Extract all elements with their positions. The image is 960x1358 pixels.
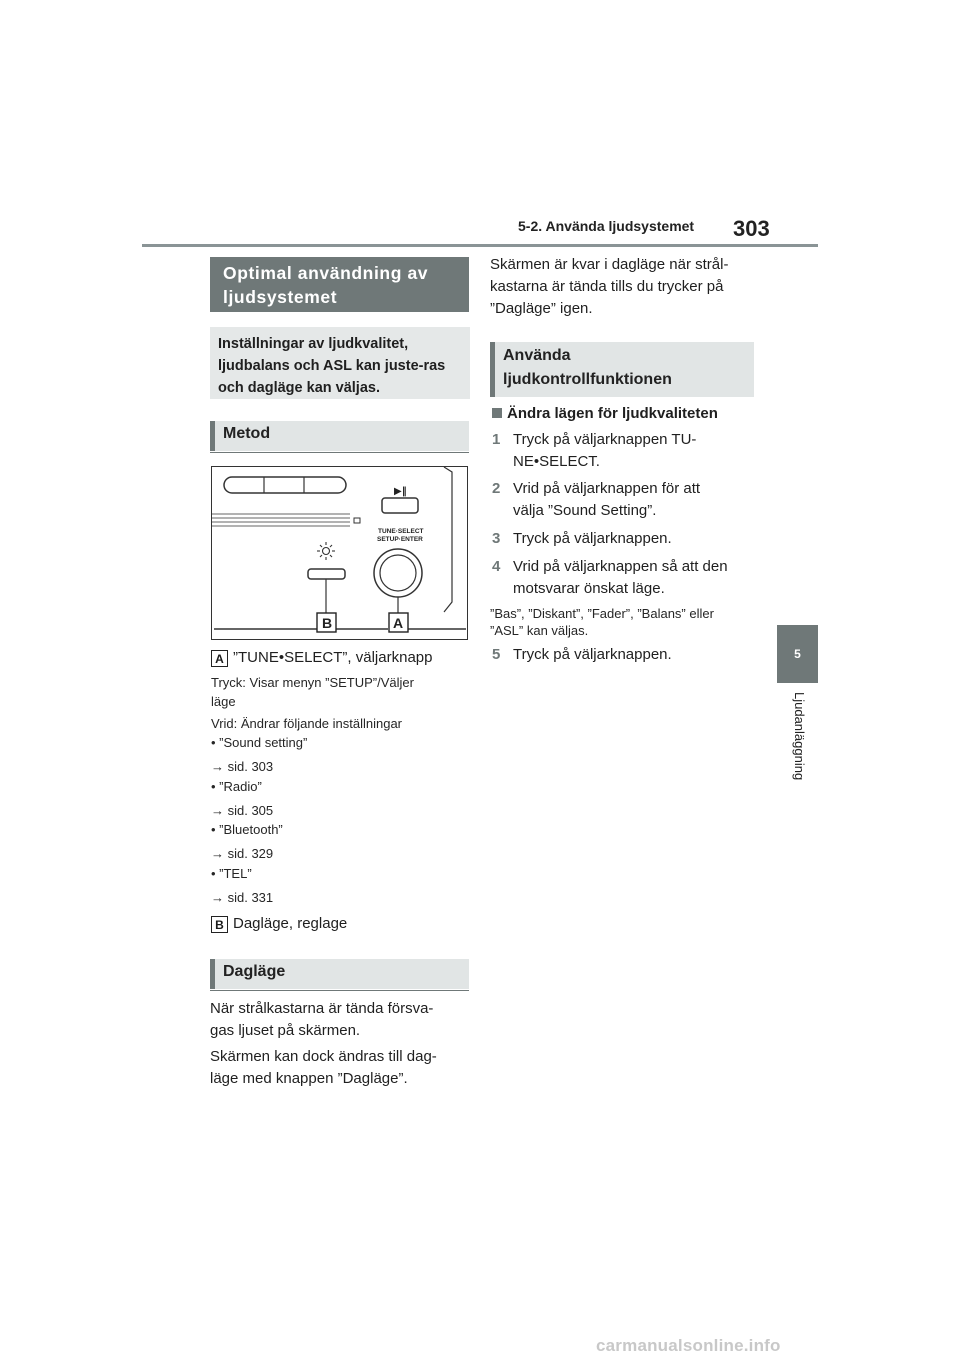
step-2-number: 2 bbox=[492, 480, 501, 497]
chapter-number: 5 bbox=[794, 647, 801, 661]
method-heading: Metod bbox=[210, 421, 469, 451]
header-rule bbox=[142, 244, 818, 247]
setting-tel: • ”TEL” bbox=[211, 866, 252, 881]
step-4-line2: motsvarar önskat läge. bbox=[513, 580, 665, 597]
item-b-title: Dagläge, reglage bbox=[233, 915, 348, 932]
item-a-rotate: Vrid: Ändrar följande inställningar bbox=[211, 716, 403, 731]
section-title: 5-2. Använda ljudsystemet bbox=[518, 218, 695, 234]
day-mode-p2-line2: läge med knappen ”Dagläge”. bbox=[210, 1070, 408, 1087]
item-a-title: ”TUNE•SELECT”, väljarknapp bbox=[233, 649, 433, 666]
right-p1-line3: ”Dagläge” igen. bbox=[490, 300, 593, 317]
day-mode-p1-line2: gas ljuset på skärmen. bbox=[210, 1022, 361, 1039]
right-p1-line2: kastarna är tända tills du trycker på bbox=[490, 278, 724, 295]
setting-bluetooth: • ”Bluetooth” bbox=[211, 822, 283, 837]
step-3-number: 3 bbox=[492, 530, 501, 547]
svg-text:A: A bbox=[393, 615, 404, 631]
note-line1: ”Bas”, ”Diskant”, ”Fader”, ”Balans” eller bbox=[490, 606, 714, 621]
audio-control-heading: Använda ljudkontrollfunktionen bbox=[490, 342, 754, 397]
main-heading: Optimal användning av ljudsystemet bbox=[210, 257, 469, 312]
step-5-text: Tryck på väljarknappen. bbox=[513, 646, 672, 663]
day-mode-heading: Dagläge bbox=[210, 959, 469, 989]
chapter-tab[interactable] bbox=[777, 625, 818, 683]
audio-panel-figure bbox=[211, 466, 468, 640]
setting-radio: • ”Radio” bbox=[211, 779, 262, 794]
setting-sound: • ”Sound setting” bbox=[211, 735, 308, 750]
page-number: 303 bbox=[733, 216, 770, 241]
item-a-press-cont: läge bbox=[211, 694, 236, 709]
right-p1-line1: Skärmen är kvar i dagläge när strål- bbox=[490, 256, 729, 273]
callout-b: B bbox=[211, 916, 228, 933]
setting-bluetooth-ref[interactable]: → sid. 329 bbox=[211, 846, 274, 861]
chapter-label: Ljudanläggning bbox=[792, 692, 807, 781]
note-line2: ”ASL” kan väljas. bbox=[490, 623, 589, 638]
step-2-line2: välja ”Sound Setting”. bbox=[513, 502, 657, 519]
intro-box: Inställningar av ljudkvalitet, ljudbalans och ASL kan juste-ras och dagläge kan väljas. bbox=[210, 327, 470, 399]
svg-text:SETUP·ENTER: SETUP·ENTER bbox=[377, 536, 423, 543]
step-1-line1: Tryck på väljarknappen TU- bbox=[513, 431, 697, 448]
step-1-number: 1 bbox=[492, 431, 501, 448]
quality-subheading: Ändra lägen för ljudkvaliteten bbox=[492, 405, 718, 422]
day-mode-p2-line1: Skärmen kan dock ändras till dag- bbox=[210, 1048, 437, 1065]
step-2-line1: Vrid på väljarknappen för att bbox=[513, 480, 701, 497]
step-1-line2: NE•SELECT. bbox=[513, 453, 600, 470]
svg-text:▶‖: ▶‖ bbox=[394, 486, 407, 497]
step-5-number: 5 bbox=[492, 646, 501, 663]
setting-tel-ref[interactable]: → sid. 331 bbox=[211, 890, 274, 905]
setting-radio-ref[interactable]: → sid. 305 bbox=[211, 803, 274, 818]
svg-text:B: B bbox=[322, 615, 333, 631]
step-4-line1: Vrid på väljarknappen så att den bbox=[513, 558, 728, 575]
setting-sound-ref[interactable]: → sid. 303 bbox=[211, 759, 274, 774]
watermark: carmanualsonline.info bbox=[596, 1336, 781, 1355]
callout-a: A bbox=[211, 650, 228, 667]
item-a-press: Tryck: Visar menyn ”SETUP”/Väljer bbox=[211, 675, 414, 690]
day-mode-p1-line1: När strålkastarna är tända försva- bbox=[210, 1000, 434, 1017]
square-bullet-icon bbox=[492, 408, 502, 418]
audio-panel-illustration bbox=[212, 467, 467, 639]
svg-text:TUNE·SELECT: TUNE·SELECT bbox=[378, 528, 424, 535]
step-4-number: 4 bbox=[492, 558, 501, 575]
step-3-line1: Tryck på väljarknappen. bbox=[513, 530, 672, 547]
sun-icon bbox=[317, 542, 335, 560]
